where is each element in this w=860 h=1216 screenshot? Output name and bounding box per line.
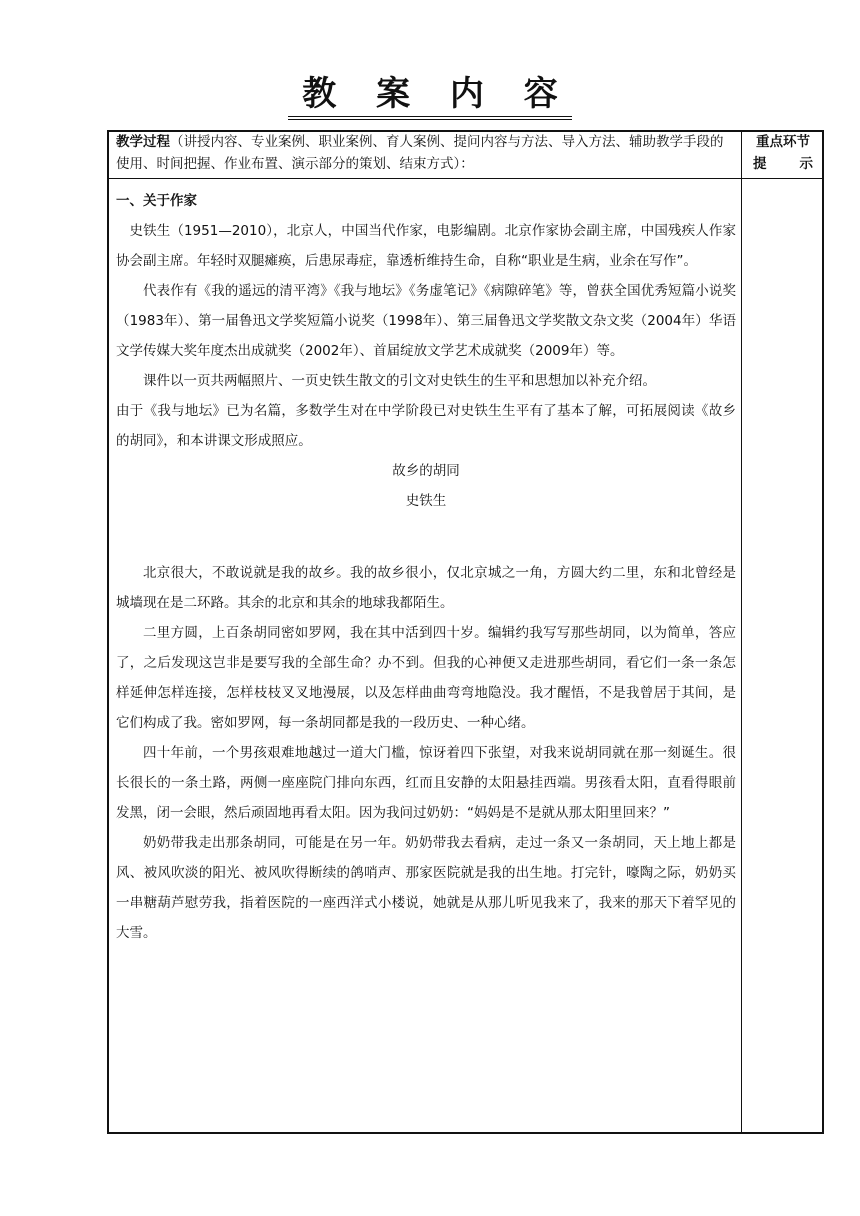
essay-paragraph: 奶奶带我走出那条胡同，可能是在另一年。奶奶带我去看病，走过一条又一条胡同，天上地上都是风、被风吹淡的阳光、被风吹得断续的鸽哨声、那家医院就是我的出生地。打完针，嚎陶之际，奶奶买一串糖葫芦慰劳我，指着医院的一座西洋式小楼说，她就是从那儿听见我来了，我来的那天下着罕见的大雪。: [116, 835, 736, 941]
essay-author: 史铁生: [405, 493, 447, 509]
column-divider: [741, 130, 742, 1134]
header-divider: [107, 178, 824, 179]
key-points-label: 重点环节: [756, 134, 810, 150]
essay-paragraph: 四十年前，一个男孩艰难地越过一道大门槛，惊讶着四下张望，对我来说胡同就在那一刻诞生。很长很长的一条土路，两侧一座座院门排向东西，红而且安静的太阳悬挂西端。男孩看太阳，直看得眼前发黑，闭一会眼，然后顽固地再看太阳。因为我问过奶奶：“妈妈是不是就从那太阳里回来？”: [116, 745, 736, 821]
section-heading: 一、关于作家: [116, 193, 197, 209]
essay-title: 故乡的胡同: [392, 463, 460, 479]
extension-paragraph: 由于《我与地坛》已为名篇，多数学生对在中学阶段已对史铁生生平有了基本了解，可拓展阅读《故乡的胡同》，和本讲课文形成照应。: [116, 403, 736, 449]
courseware-paragraph: 课件以一页共两幅照片、一页史铁生散文的引文对史铁生的生平和思想加以补充介绍。: [143, 373, 656, 389]
key-points-header: [745, 131, 821, 175]
works-paragraph: 代表作有《我的遥远的清平湾》《我与地坛》《务虚笔记》《病隙碎笔》等，曾获全国优秀短篇小说奖（1983年）、第一届鲁迅文学奖短篇小说奖（1998年）、第三届鲁迅文学奖散文杂文奖（2004年）华语文学传媒大奖年度杰出成就奖（2002年）、首届绽放文学艺术成就奖（2009年）等。: [116, 283, 736, 359]
process-label: 教学过程: [116, 134, 170, 150]
hint-label: 提 示: [753, 156, 813, 172]
essay-paragraph: 北京很大，不敢说就是我的故乡。我的故乡很小，仅北京城之一角，方圆大约二里，东和北曾经是城墙现在是二环路。其余的北京和其余的地球我都陌生。: [116, 565, 736, 611]
lesson-content: [116, 186, 736, 948]
essay-paragraph: 二里方圆，上百条胡同密如罗网，我在其中活到四十岁。编辑约我写写那些胡同，以为简单，答应了，之后发现这岂非是要写我的全部生命？办不到。但我的心神便又走进那些胡同，看它们一条一条怎样延伸怎样连接，怎样枝枝叉叉地漫展，以及怎样曲曲弯弯地隐没。我才醒悟，不是我曾居于其间，是它们构成了我。密如罗网，每一条胡同都是我的一段历史、一种心绪。: [116, 625, 736, 731]
author-bio-paragraph: 史铁生（1951—2010），北京人，中国当代作家，电影编剧。北京作家协会副主席，中国残疾人作家协会副主席。年轻时双腿瘫痪，后患尿毒症，靠透析维持生命，自称“职业是生病，业余在写作”。: [116, 223, 736, 269]
page-title: 教 案 内 容: [0, 72, 860, 116]
process-label-detail: （讲授内容、专业案例、职业案例、育人案例、提问内容与方法、导入方法、辅助教学手段的使用、时间把握、作业布置、演示部分的策划、结束方式）：: [116, 134, 724, 172]
process-header-cell: [116, 131, 736, 175]
